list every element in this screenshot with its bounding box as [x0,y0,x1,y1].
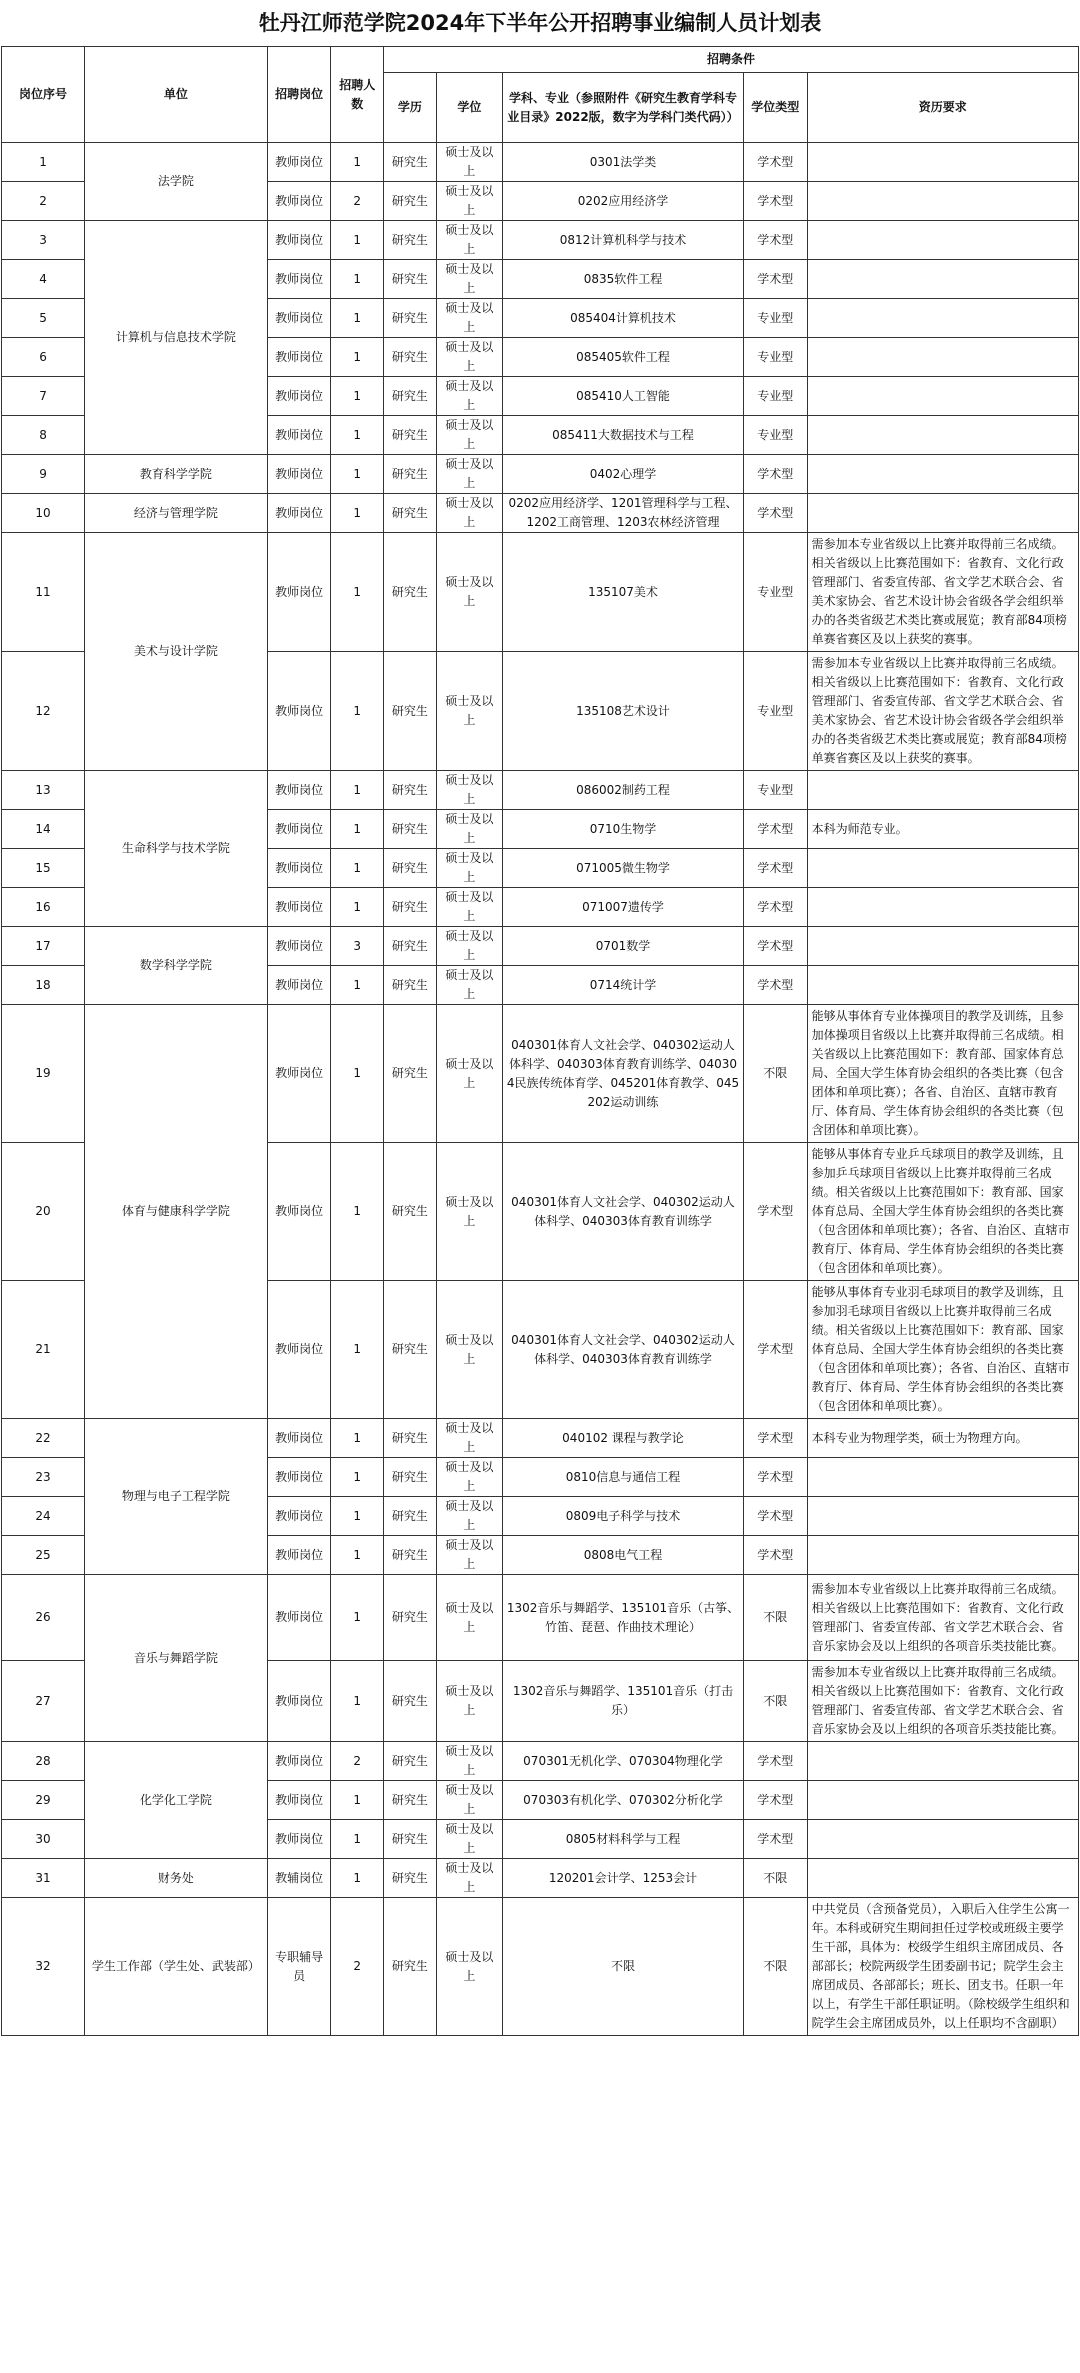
cell-post: 教师岗位 [267,221,331,260]
cell-degree-type: 学术型 [743,1536,807,1575]
cell-major: 0809电子科学与技术 [503,1497,744,1536]
cell-education: 研究生 [384,377,437,416]
cell-education: 研究生 [384,1005,437,1143]
cell-unit: 教育科学学院 [85,455,268,494]
cell-seq: 25 [2,1536,85,1575]
cell-major: 070303有机化学、070302分析化学 [503,1781,744,1820]
header-unit: 单位 [85,47,268,143]
cell-degree-type: 专业型 [743,377,807,416]
cell-degree-type: 专业型 [743,771,807,810]
cell-requirements [807,299,1078,338]
table-row [2,221,1079,260]
cell-seq: 23 [2,1458,85,1497]
cell-seq: 22 [2,1419,85,1458]
cell-major: 085405软件工程 [503,338,744,377]
cell-degree-type: 学术型 [743,1458,807,1497]
cell-post: 教师岗位 [267,1536,331,1575]
cell-unit: 体育与健康科学学院 [85,1005,268,1419]
cell-requirements [807,1458,1078,1497]
cell-post: 教师岗位 [267,1575,331,1661]
cell-seq: 12 [2,652,85,771]
cell-post: 教师岗位 [267,1458,331,1497]
cell-requirements [807,416,1078,455]
cell-post: 教师岗位 [267,533,331,652]
header-conditions: 招聘条件 [384,47,1079,73]
cell-requirements [807,1742,1078,1781]
cell-degree-type: 专业型 [743,416,807,455]
cell-post: 教师岗位 [267,299,331,338]
cell-education: 研究生 [384,1281,437,1419]
cell-education: 研究生 [384,652,437,771]
table-row [2,455,1079,494]
cell-seq: 27 [2,1661,85,1742]
cell-degree-type: 学术型 [743,1742,807,1781]
cell-education: 研究生 [384,1575,437,1661]
cell-seq: 3 [2,221,85,260]
cell-post: 教师岗位 [267,1781,331,1820]
cell-degree: 硕士及以上 [436,1661,502,1742]
cell-degree-type: 学术型 [743,260,807,299]
cell-seq: 8 [2,416,85,455]
cell-count: 3 [331,927,384,966]
cell-count: 1 [331,143,384,182]
cell-requirements [807,927,1078,966]
cell-degree-type: 不限 [743,1898,807,2036]
cell-major: 0701数学 [503,927,744,966]
cell-post: 教师岗位 [267,1820,331,1859]
cell-major: 0710生物学 [503,810,744,849]
cell-post: 教师岗位 [267,260,331,299]
cell-seq: 24 [2,1497,85,1536]
cell-unit: 经济与管理学院 [85,494,268,533]
cell-requirements [807,1781,1078,1820]
cell-unit: 数学科学学院 [85,927,268,1005]
cell-seq: 15 [2,849,85,888]
cell-education: 研究生 [384,1497,437,1536]
cell-post: 教师岗位 [267,888,331,927]
table-row [2,494,1079,533]
cell-seq: 10 [2,494,85,533]
cell-education: 研究生 [384,1898,437,2036]
cell-post: 教师岗位 [267,1419,331,1458]
cell-count: 2 [331,1742,384,1781]
cell-major: 1302音乐与舞蹈学、135101音乐（古筝、竹笛、琵琶、作曲技术理论） [503,1575,744,1661]
cell-requirements [807,849,1078,888]
cell-degree: 硕士及以上 [436,143,502,182]
cell-major: 0714统计学 [503,966,744,1005]
cell-post: 教师岗位 [267,1005,331,1143]
cell-unit: 美术与设计学院 [85,533,268,771]
cell-requirements [807,221,1078,260]
cell-major: 135107美术 [503,533,744,652]
cell-degree: 硕士及以上 [436,1497,502,1536]
cell-degree: 硕士及以上 [436,182,502,221]
cell-degree: 硕士及以上 [436,260,502,299]
cell-degree: 硕士及以上 [436,1781,502,1820]
cell-count: 1 [331,849,384,888]
page-title: 牡丹江师范学院2024年下半年公开招聘事业编制人员计划表 [258,11,822,35]
cell-degree: 硕士及以上 [436,1419,502,1458]
cell-requirements: 能够从事体育专业乒乓球项目的教学及训练，且参加乒乓球项目省级以上比赛并取得前三名成绩。相关省级以上比赛范围如下：教育部、国家体育总局、全国大学生体育协会组织的各类比赛（包含团体和单项比赛）；各省、自治区、直辖市教育厅、体育局、学生体育协会组织的各类比赛（包含团体和单项比赛）。 [807,1143,1078,1281]
cell-count: 1 [331,1575,384,1661]
header-post: 招聘岗位 [267,47,331,143]
cell-degree-type: 学术型 [743,221,807,260]
cell-education: 研究生 [384,143,437,182]
cell-degree: 硕士及以上 [436,771,502,810]
cell-count: 1 [331,416,384,455]
cell-degree-type: 学术型 [743,849,807,888]
cell-seq: 28 [2,1742,85,1781]
cell-requirements [807,182,1078,221]
recruitment-table [1,46,1079,2036]
cell-post: 教师岗位 [267,338,331,377]
cell-degree: 硕士及以上 [436,494,502,533]
cell-count: 1 [331,966,384,1005]
cell-requirements [807,1859,1078,1898]
cell-seq: 21 [2,1281,85,1419]
cell-education: 研究生 [384,1742,437,1781]
cell-education: 研究生 [384,849,437,888]
cell-degree: 硕士及以上 [436,966,502,1005]
cell-post: 教师岗位 [267,810,331,849]
cell-requirements [807,494,1078,533]
cell-major: 135108艺术设计 [503,652,744,771]
cell-degree-type: 学术型 [743,1781,807,1820]
cell-requirements [807,1536,1078,1575]
cell-education: 研究生 [384,927,437,966]
cell-degree-type: 学术型 [743,1281,807,1419]
cell-degree-type: 学术型 [743,927,807,966]
cell-unit: 生命科学与技术学院 [85,771,268,927]
cell-unit: 法学院 [85,143,268,221]
header-degree: 学位 [436,73,502,143]
cell-degree: 硕士及以上 [436,1859,502,1898]
cell-education: 研究生 [384,1536,437,1575]
cell-degree-type: 学术型 [743,1419,807,1458]
cell-degree-type: 学术型 [743,182,807,221]
cell-post: 教辅岗位 [267,1859,331,1898]
cell-unit: 学生工作部（学生处、武装部） [85,1898,268,2036]
cell-education: 研究生 [384,494,437,533]
cell-post: 教师岗位 [267,1661,331,1742]
cell-education: 研究生 [384,338,437,377]
cell-major: 0402心理学 [503,455,744,494]
table-row [2,1575,1079,1661]
cell-seq: 17 [2,927,85,966]
cell-requirements: 中共党员（含预备党员），入职后入住学生公寓一年。本科或研究生期间担任过学校或班级主要学生干部，具体为：校级学生组织主席团成员、各部部长；校院两级学生团委副书记；院学生会主席团成员、各部部长；班长、团支书。任职一年以上，有学生干部任职证明。（除校级学生组织和院学生会主席团成员外，以上任职均不含副职） [807,1898,1078,2036]
cell-degree-type: 不限 [743,1575,807,1661]
cell-unit: 化学化工学院 [85,1742,268,1859]
header-seq: 岗位序号 [2,47,85,143]
cell-education: 研究生 [384,1458,437,1497]
cell-post: 教师岗位 [267,771,331,810]
cell-count: 1 [331,1497,384,1536]
cell-post: 教师岗位 [267,1742,331,1781]
cell-degree: 硕士及以上 [436,1742,502,1781]
cell-count: 1 [331,1661,384,1742]
cell-degree: 硕士及以上 [436,849,502,888]
cell-seq: 18 [2,966,85,1005]
cell-seq: 6 [2,338,85,377]
cell-requirements: 需参加本专业省级以上比赛并取得前三名成绩。相关省级以上比赛范围如下：省教育、文化行政管理部门、省委宣传部、省文学艺术联合会、省美术家协会、省艺术设计协会省级各学会组织举办的各类省级艺术类比赛或展览；教育部84项榜单赛省赛区及以上获奖的赛事。 [807,533,1078,652]
cell-degree: 硕士及以上 [436,455,502,494]
cell-requirements: 需参加本专业省级以上比赛并取得前三名成绩。相关省级以上比赛范围如下：省教育、文化行政管理部门、省委宣传部、省文学艺术联合会、省音乐家协会及以上组织的各项音乐类技能比赛。 [807,1575,1078,1661]
cell-major: 120201会计学、1253会计 [503,1859,744,1898]
table-row [2,1742,1079,1781]
cell-seq: 29 [2,1781,85,1820]
cell-major: 040301体育人文社会学、040302运动人体科学、040303体育教育训练学 [503,1143,744,1281]
cell-seq: 20 [2,1143,85,1281]
header-education: 学历 [384,73,437,143]
header-count: 招聘人数 [331,47,384,143]
cell-count: 1 [331,652,384,771]
cell-count: 1 [331,221,384,260]
cell-degree: 硕士及以上 [436,1575,502,1661]
cell-requirements: 能够从事体育专业羽毛球项目的教学及训练，且参加羽毛球项目省级以上比赛并取得前三名成绩。相关省级以上比赛范围如下：教育部、国家体育总局、全国大学生体育协会组织的各类比赛（包含团体和单项比赛）；各省、自治区、直辖市教育厅、体育局、学生体育协会组织的各类比赛（包含团体和单项比赛）。 [807,1281,1078,1419]
cell-requirements [807,260,1078,299]
cell-count: 1 [331,1820,384,1859]
cell-requirements: 本科为师范专业。 [807,810,1078,849]
cell-unit: 计算机与信息技术学院 [85,221,268,455]
cell-seq: 4 [2,260,85,299]
cell-degree-type: 专业型 [743,338,807,377]
cell-major: 071007遗传学 [503,888,744,927]
cell-requirements [807,338,1078,377]
cell-count: 1 [331,1419,384,1458]
cell-education: 研究生 [384,1419,437,1458]
cell-degree-type: 学术型 [743,494,807,533]
cell-count: 1 [331,1458,384,1497]
cell-count: 1 [331,1781,384,1820]
cell-post: 教师岗位 [267,455,331,494]
cell-unit: 音乐与舞蹈学院 [85,1575,268,1742]
cell-education: 研究生 [384,299,437,338]
cell-post: 教师岗位 [267,416,331,455]
table-row [2,1898,1079,2036]
cell-requirements [807,377,1078,416]
cell-unit: 物理与电子工程学院 [85,1419,268,1575]
cell-requirements [807,455,1078,494]
header-major: 学科、专业（参照附件《研究生教育学科专业目录》2022版，数字为学科门类代码）） [503,73,744,143]
cell-post: 教师岗位 [267,1281,331,1419]
cell-post: 教师岗位 [267,927,331,966]
cell-degree: 硕士及以上 [436,1143,502,1281]
cell-major: 040102 课程与教学论 [503,1419,744,1458]
cell-count: 2 [331,182,384,221]
cell-major: 0202应用经济学 [503,182,744,221]
cell-degree-type: 专业型 [743,652,807,771]
cell-degree: 硕士及以上 [436,338,502,377]
cell-seq: 9 [2,455,85,494]
cell-degree-type: 学术型 [743,143,807,182]
cell-degree: 硕士及以上 [436,1458,502,1497]
cell-degree-type: 专业型 [743,533,807,652]
cell-degree: 硕士及以上 [436,1005,502,1143]
cell-post: 教师岗位 [267,143,331,182]
cell-degree: 硕士及以上 [436,377,502,416]
table-row [2,1419,1079,1458]
cell-major: 071005微生物学 [503,849,744,888]
cell-requirements [807,1497,1078,1536]
cell-requirements: 本科专业为物理学类，硕士为物理方向。 [807,1419,1078,1458]
cell-degree-type: 学术型 [743,1820,807,1859]
cell-count: 1 [331,888,384,927]
cell-education: 研究生 [384,771,437,810]
cell-major: 040301体育人文社会学、040302运动人体科学、040303体育教育训练学、040304民族传统体育学、045201体育教学、045202运动训练 [503,1005,744,1143]
table-row [2,143,1079,182]
cell-degree-type: 学术型 [743,966,807,1005]
cell-degree: 硕士及以上 [436,221,502,260]
cell-degree: 硕士及以上 [436,810,502,849]
cell-unit: 财务处 [85,1859,268,1898]
table-row [2,771,1079,810]
cell-count: 1 [331,533,384,652]
cell-post: 教师岗位 [267,966,331,1005]
cell-count: 2 [331,1898,384,2036]
cell-major: 0805材料科学与工程 [503,1820,744,1859]
cell-education: 研究生 [384,182,437,221]
cell-post: 教师岗位 [267,1143,331,1281]
cell-count: 1 [331,377,384,416]
cell-degree-type: 学术型 [743,1497,807,1536]
cell-degree: 硕士及以上 [436,1536,502,1575]
cell-seq: 13 [2,771,85,810]
table-row [2,1005,1079,1143]
cell-degree-type: 学术型 [743,888,807,927]
cell-major: 0808电气工程 [503,1536,744,1575]
cell-count: 1 [331,1859,384,1898]
cell-requirements: 需参加本专业省级以上比赛并取得前三名成绩。相关省级以上比赛范围如下：省教育、文化行政管理部门、省委宣传部、省文学艺术联合会、省音乐家协会及以上组织的各项音乐类技能比赛。 [807,1661,1078,1742]
cell-seq: 5 [2,299,85,338]
cell-count: 1 [331,1005,384,1143]
cell-education: 研究生 [384,260,437,299]
cell-degree-type: 不限 [743,1661,807,1742]
cell-education: 研究生 [384,888,437,927]
cell-education: 研究生 [384,1661,437,1742]
cell-seq: 32 [2,1898,85,2036]
cell-education: 研究生 [384,1820,437,1859]
cell-major: 085410人工智能 [503,377,744,416]
cell-degree: 硕士及以上 [436,299,502,338]
cell-degree: 硕士及以上 [436,533,502,652]
cell-education: 研究生 [384,810,437,849]
cell-degree: 硕士及以上 [436,1898,502,2036]
cell-education: 研究生 [384,416,437,455]
cell-major: 085411大数据技术与工程 [503,416,744,455]
cell-requirements [807,888,1078,927]
cell-education: 研究生 [384,1781,437,1820]
cell-major: 0301法学类 [503,143,744,182]
cell-count: 1 [331,1281,384,1419]
cell-seq: 7 [2,377,85,416]
cell-count: 1 [331,260,384,299]
cell-degree-type: 不限 [743,1859,807,1898]
cell-major: 1302音乐与舞蹈学、135101音乐（打击乐） [503,1661,744,1742]
cell-count: 1 [331,771,384,810]
cell-degree-type: 不限 [743,1005,807,1143]
cell-seq: 11 [2,533,85,652]
cell-major: 086002制药工程 [503,771,744,810]
cell-major: 0202应用经济学、1201管理科学与工程、1202工商管理、1203农林经济管理 [503,494,744,533]
cell-degree: 硕士及以上 [436,1281,502,1419]
cell-count: 1 [331,338,384,377]
cell-major: 070301无机化学、070304物理化学 [503,1742,744,1781]
cell-post: 教师岗位 [267,182,331,221]
cell-seq: 26 [2,1575,85,1661]
table-row [2,533,1079,652]
cell-count: 1 [331,1536,384,1575]
cell-seq: 14 [2,810,85,849]
cell-degree-type: 学术型 [743,1143,807,1281]
cell-requirements: 能够从事体育专业体操项目的教学及训练，且参加体操项目省级以上比赛并取得前三名成绩。相关省级以上比赛范围如下：教育部、国家体育总局、全国大学生体育协会组织的各类比赛（包含团体和单项比赛）；各省、自治区、直辖市教育厅、体育局、学生体育协会组织的各类比赛（包含团体和单项比赛）。 [807,1005,1078,1143]
cell-seq: 16 [2,888,85,927]
cell-major: 085404计算机技术 [503,299,744,338]
cell-post: 专职辅导员 [267,1898,331,2036]
cell-education: 研究生 [384,966,437,1005]
cell-education: 研究生 [384,533,437,652]
cell-major: 0812计算机科学与技术 [503,221,744,260]
cell-count: 1 [331,1143,384,1281]
cell-degree: 硕士及以上 [436,927,502,966]
cell-requirements [807,1820,1078,1859]
cell-count: 1 [331,810,384,849]
cell-education: 研究生 [384,455,437,494]
cell-degree: 硕士及以上 [436,888,502,927]
cell-requirements [807,966,1078,1005]
cell-seq: 2 [2,182,85,221]
cell-major: 不限 [503,1898,744,2036]
cell-count: 1 [331,455,384,494]
cell-post: 教师岗位 [267,849,331,888]
cell-post: 教师岗位 [267,1497,331,1536]
cell-degree-type: 专业型 [743,299,807,338]
cell-major: 0810信息与通信工程 [503,1458,744,1497]
cell-seq: 19 [2,1005,85,1143]
cell-degree: 硕士及以上 [436,652,502,771]
cell-requirements [807,771,1078,810]
cell-requirements [807,143,1078,182]
cell-degree: 硕士及以上 [436,1820,502,1859]
cell-seq: 1 [2,143,85,182]
cell-seq: 31 [2,1859,85,1898]
cell-degree: 硕士及以上 [436,416,502,455]
header-requirements: 资历要求 [807,73,1078,143]
cell-requirements: 需参加本专业省级以上比赛并取得前三名成绩。相关省级以上比赛范围如下：省教育、文化行政管理部门、省委宣传部、省文学艺术联合会、省美术家协会、省艺术设计协会省级各学会组织举办的各类省级艺术类比赛或展览；教育部84项榜单赛省赛区及以上获奖的赛事。 [807,652,1078,771]
cell-degree-type: 学术型 [743,810,807,849]
cell-count: 1 [331,299,384,338]
cell-education: 研究生 [384,1859,437,1898]
cell-major: 040301体育人文社会学、040302运动人体科学、040303体育教育训练学 [503,1281,744,1419]
cell-degree-type: 学术型 [743,455,807,494]
header-degree-type: 学位类型 [743,73,807,143]
cell-post: 教师岗位 [267,652,331,771]
cell-education: 研究生 [384,221,437,260]
table-row [2,927,1079,966]
cell-seq: 30 [2,1820,85,1859]
cell-major: 0835软件工程 [503,260,744,299]
cell-post: 教师岗位 [267,377,331,416]
cell-post: 教师岗位 [267,494,331,533]
cell-education: 研究生 [384,1143,437,1281]
cell-count: 1 [331,494,384,533]
table-row [2,1859,1079,1898]
